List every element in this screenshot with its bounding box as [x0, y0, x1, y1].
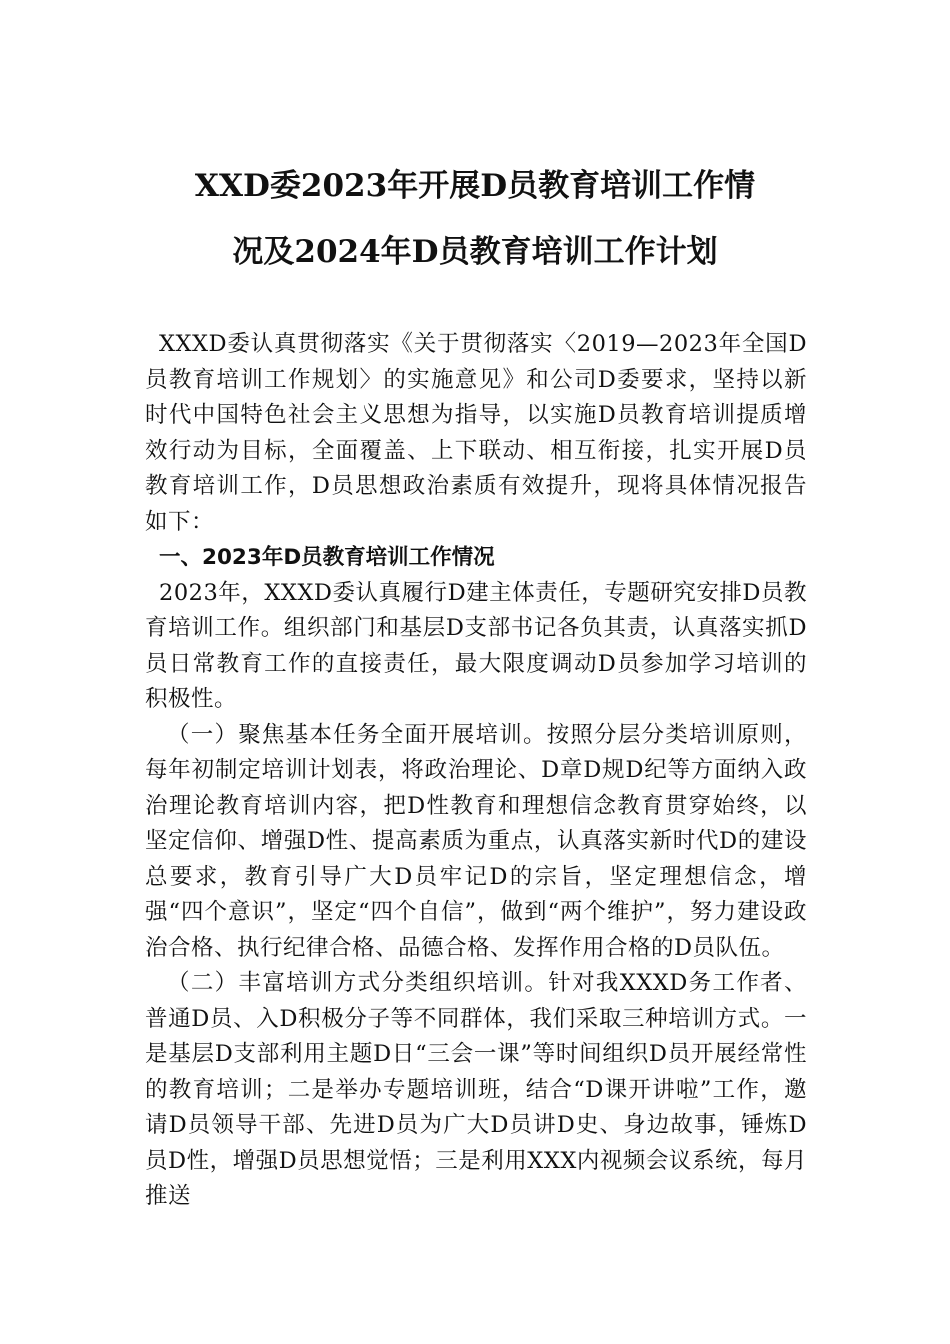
item-2-paragraph: （二）丰富培训方式分类组织培训。针对我XXXD务工作者、普通D员、入D积极分子等不同群体，我们采取三种培训方式。一是基层D支部利用主题D日“三会一课”等时间组织D员开展经常性的教育培训；二是举办专题培训班，结合“D课开讲啦”工作，邀请D员领导干部、先进D员为广大D员讲D史、身边故事，锤炼D员D性，增强D员思想觉悟；三是利用XXX内视频会议系统，每月推送: [145, 970, 807, 1209]
document-title-line-2: 况及2024年D员教育培训工作计划: [232, 234, 718, 270]
item-1-paragraph: （一）聚焦基本任务全面开展培训。按照分层分类培训原则，每年初制定培训计划表，将政治理论、D章D规D纪等方面纳入政治理论教育培训内容，把D性教育和理想信念教育贯穿始终，以坚定信仰、增强D性、提高素质为重点，认真落实新时代D的建设总要求，教育引导广大D员牢记D的宗旨，坚定理想信念，增强“四个意识”，坚定“四个自信”，做到“两个维护”，努力建设政治合格、执行纪律合格、品德合格、发挥作用合格的D员队伍。: [145, 721, 807, 961]
section-1-heading: 一、2023年D员教育培训工作情况: [159, 545, 495, 570]
section-1-paragraph: 2023年，XXXD委认真履行D建主体责任，专题研究安排D员教育培训工作。组织部门和基层D支部书记各负其责，认真落实抓D员日常教育工作的直接责任，最大限度调动D员参加学习培训的积极性。: [145, 579, 807, 712]
intro-paragraph: XXXD委认真贯彻落实《关于贯彻落实〈2019—2023年全国D员教育培训工作规划〉的实施意见》和公司D委要求，坚持以新时代中国特色社会主义思想为指导，以实施D员教育培训提质增效行动为目标，全面覆盖、上下联动、相互衔接，扎实开展D员教育培训工作，D员思想政治素质有效提升，现将具体情况报告如下：: [145, 331, 807, 535]
document-title-line-1: XXD委2023年开展D员教育培训工作情: [194, 168, 756, 204]
document-body: [145, 327, 807, 1215]
